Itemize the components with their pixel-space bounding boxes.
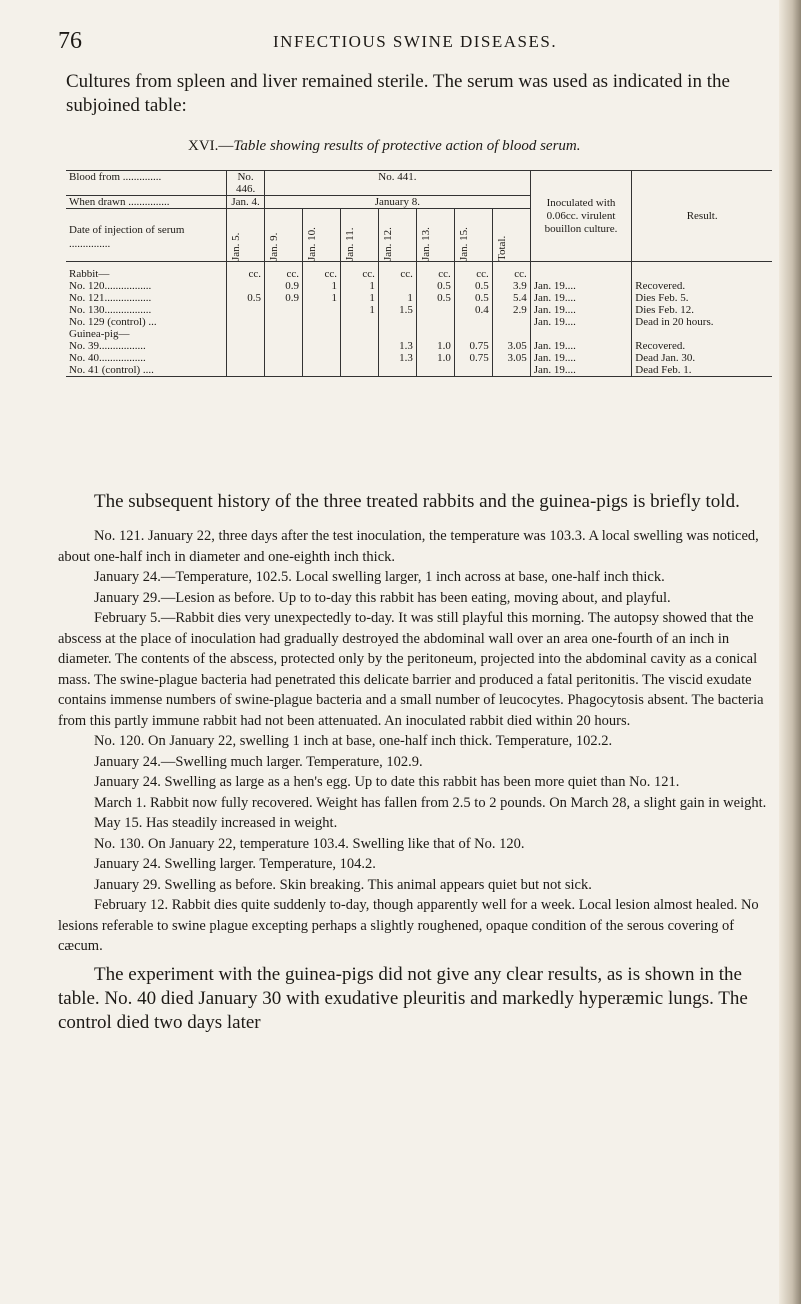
date-col-1: Jan. 9. (268, 232, 281, 261)
cell (416, 304, 454, 316)
unit-cell: cc. (227, 262, 265, 281)
history-paragraph: January 24.—Temperature, 102.5. Local swelling larger, 1 inch across at base, one-half inch thick. (94, 569, 665, 585)
running-head: INFECTIOUS SWINE DISEASES. (273, 32, 558, 51)
inoculated-heading: Inoculated with 0.06cc. virulent bouillon culture. (530, 171, 632, 262)
inoc-cell: Jan. 19.... (530, 316, 632, 328)
cell: 1 (378, 292, 416, 304)
result-heading: Result. (686, 210, 718, 222)
cell: 0.5 (454, 280, 492, 292)
cell (227, 304, 265, 316)
guinea-group-label: Guinea-pig— (66, 328, 227, 340)
row-label: No. 41 (control) .... (66, 364, 227, 377)
unit-cell: cc. (303, 262, 341, 281)
inoc-cell: Jan. 19.... (530, 364, 632, 377)
cell (340, 352, 378, 364)
unit-cell: cc. (265, 262, 303, 281)
history-paragraph: March 1. Rabbit now fully recovered. Weight has fallen from 2.5 to 2 pounds. On March 28, a slight gain in weight. (94, 794, 767, 811)
cell (303, 340, 341, 352)
cell (265, 352, 303, 364)
cell: 0.5 (416, 280, 454, 292)
cell: 2.9 (512, 304, 527, 316)
intro-paragraph: Cultures from spleen and liver remained sterile. The serum was used as indicated in the subjoined table: (66, 71, 730, 116)
cell: 1 (303, 280, 341, 292)
history-paragraph: January 24. Swelling as large as a hen's egg. Up to date this rabbit has been more quiet than No. 121. (94, 774, 680, 790)
table-row (66, 352, 772, 364)
unit-cell: cc. (454, 262, 492, 281)
cell (265, 340, 303, 352)
history-paragraph: No. 130. On January 22, temperature 103.4. Swelling like that of No. 120. (94, 835, 525, 852)
cell (378, 280, 416, 292)
history-paragraph: January 24. Swelling larger. Temperature, 104.2. (94, 856, 376, 872)
unit-cell: cc. (514, 268, 527, 280)
table-row (66, 316, 772, 328)
result-cell: Dead Feb. 1. (635, 364, 692, 376)
row-label: No. 39................. (66, 340, 227, 352)
result-cell: Recovered. (635, 340, 686, 352)
cell: 1 (303, 292, 341, 304)
history-paragraph: January 29. Swelling as before. Skin breaking. This animal appears quiet but not sick. (94, 876, 592, 893)
row-label: No. 121................. (66, 292, 227, 304)
cell: 0.75 (454, 352, 492, 364)
serum-table (66, 170, 772, 377)
when-drawn-label: When drawn ............... (66, 196, 227, 209)
cell: 1.0 (416, 340, 454, 352)
rabbit-group-label: Rabbit— (66, 262, 227, 281)
date-col-2: Jan. 10. (306, 227, 318, 261)
unit-cell: cc. (416, 262, 454, 281)
page-header (58, 28, 778, 54)
january8-heading: January 8. (374, 196, 420, 208)
cell: 1.0 (416, 352, 454, 364)
history-paragraph: February 12. Rabbit dies quite suddenly to-day, though apparently well for a week. Local lesion almost healed. No lesions referable to swine plague excepting perhaps a slightly roughened, opaque condition of the serous covering of cæcum. (58, 897, 759, 954)
table-row (66, 292, 772, 304)
blood-from-label: Blood from .............. (66, 171, 227, 196)
result-cell: Recovered. (635, 280, 686, 292)
result-cell: Dead in 20 hours. (635, 316, 714, 328)
cell (340, 340, 378, 352)
cell: 0.9 (265, 292, 303, 304)
row-label: No. 120................. (66, 280, 227, 292)
inoc-cell: Jan. 19.... (530, 280, 632, 292)
history-paragraph: No. 121. January 22, three days after the test inoculation, the temperature was 103.3. A local swelling was noticed, about one-half inch in diameter and one-eighth inch thick. (58, 528, 759, 565)
cell: 0.75 (454, 340, 492, 352)
result-cell: Dead Jan. 30. (635, 352, 696, 364)
table-caption (188, 138, 581, 155)
cell (265, 304, 303, 316)
jan4-heading: Jan. 4. (227, 196, 265, 209)
table-row (66, 280, 772, 292)
row-label: No. 130................. (66, 304, 227, 316)
date-col-0: Jan. 5. (230, 232, 243, 261)
body-text (58, 490, 780, 1035)
row-label: No. 40................. (66, 352, 227, 364)
inoc-cell: Jan. 19.... (530, 352, 632, 364)
table-row (66, 304, 772, 316)
page-number: 76 (58, 28, 82, 54)
inoc-cell: Jan. 19.... (530, 292, 632, 304)
table-row (66, 364, 772, 377)
cell: 1.5 (378, 304, 416, 316)
cell: 3.05 (507, 352, 527, 364)
history-paragraph: May 15. Has steadily increased in weight. (94, 815, 338, 831)
cell (303, 304, 341, 316)
row-label: No. 129 (control) ... (66, 316, 227, 328)
date-col-6: Jan. 15. (457, 227, 470, 261)
cell: 3.9 (512, 280, 527, 292)
date-col-5: Jan. 13. (419, 227, 432, 261)
cell (227, 352, 265, 364)
cell: 5.4 (512, 292, 527, 304)
cell: 1.3 (378, 340, 416, 352)
cell (303, 352, 341, 364)
cell: 0.5 (227, 292, 265, 304)
unit-cell: cc. (340, 262, 378, 281)
table-row (66, 340, 772, 352)
date-col-7: Total. (495, 235, 508, 261)
cell: 1 (340, 304, 378, 316)
history-paragraph: No. 120. On January 22, swelling 1 inch at base, one-half inch thick. Temperature, 102.2. (94, 733, 613, 749)
result-cell: Dies Feb. 12. (635, 304, 694, 316)
history-paragraph: January 29.—Lesion as before. Up to to-day this rabbit has been eating, moving about, and playful. (94, 589, 671, 606)
cell: 1.3 (378, 352, 416, 364)
unit-cell: cc. (378, 262, 416, 281)
lead-paragraph: The subsequent history of the three treated rabbits and the guinea-pigs is briefly told. (94, 491, 740, 512)
cell: 1 (340, 292, 378, 304)
no446-heading: No. 446. (227, 171, 265, 196)
result-cell: Dies Feb. 5. (635, 292, 689, 304)
cell (227, 340, 265, 352)
closing-paragraph: The experiment with the guinea-pigs did not give any clear results, as is shown in the table. No. 40 died January 30 with exudative pleuritis and markedly hyperæmic lungs. The control died two days later (58, 963, 748, 1033)
date-injection-label: Date of injection of serum ............... (66, 209, 227, 262)
history-paragraph: February 5.—Rabbit dies very unexpectedly to-day. It was still playful this morning. The autopsy showed that the abscess at the place of inoculation had gradually destroyed the abdominal wall over an area one-fourth of an inch in diameter. The contents of the abscess, protected only by the peritoneum, projected into the abdominal cavity as a conical mass. The swine-plague bacteria had penetrated this delicate barrier and produced a fatal peritonitis. The viscid exudate contains immense numbers of swine-plague bacteria and a small number of leucocytes. Phagocytosis absent. The bacteria from this partly immune rabbit had not been attenuated. An inoculated rabbit died within 20 hours. (58, 610, 764, 729)
date-col-4: Jan. 12. (381, 227, 394, 261)
table-title: Table showing results of protective action of blood serum. (233, 138, 581, 154)
cell: 1 (340, 280, 378, 292)
date-col-3: Jan. 11. (343, 227, 356, 261)
history-paragraph: January 24.—Swelling much larger. Temperature, 102.9. (94, 753, 423, 770)
inoc-cell: Jan. 19.... (530, 304, 632, 316)
page-edge-shadow (779, 0, 801, 1304)
cell: 0.4 (454, 304, 492, 316)
cell: 0.9 (265, 280, 303, 292)
no441-heading: No. 441. (378, 171, 417, 183)
inoc-cell: Jan. 19.... (530, 340, 632, 352)
cell: 0.5 (454, 292, 492, 304)
cell (227, 280, 265, 292)
cell: 3.05 (507, 340, 527, 352)
table-number: XVI.— (188, 138, 234, 154)
cell: 0.5 (416, 292, 454, 304)
